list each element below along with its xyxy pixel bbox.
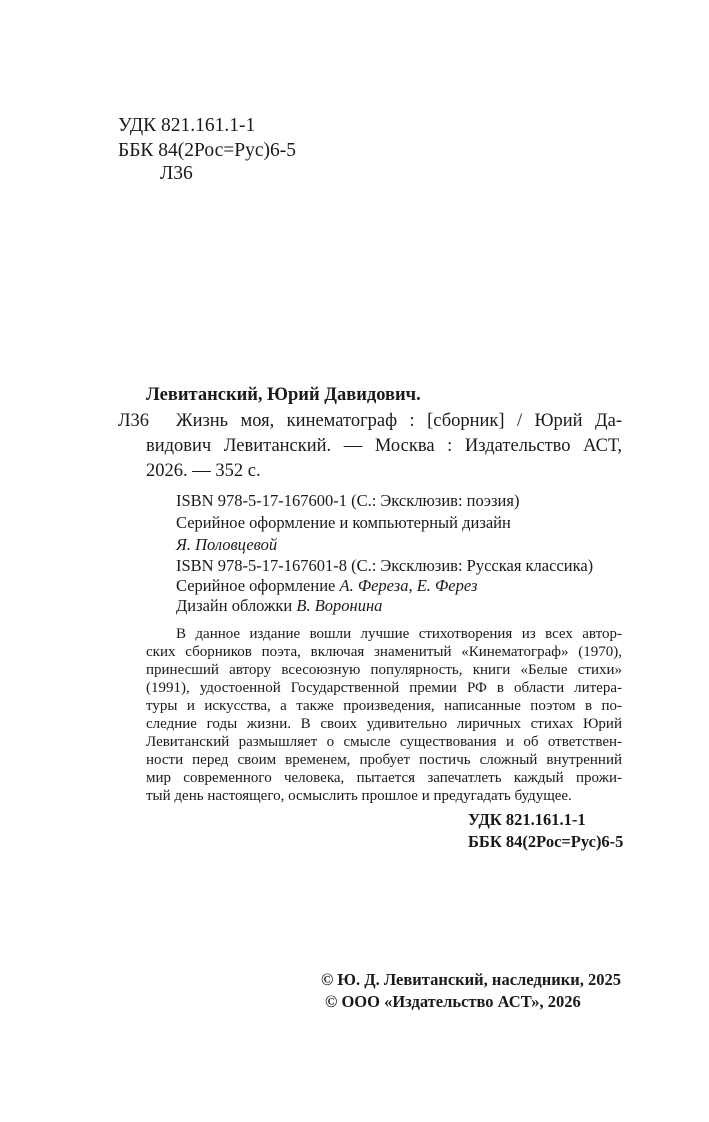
annotation-line-10: тый день настоящего, осмыслить прошлое и предугадать будущее. bbox=[146, 788, 572, 804]
design-credit-2-label: Серийное оформление bbox=[176, 576, 340, 595]
udk-code-bottom: УДК 821.161.1-1 bbox=[468, 810, 586, 829]
bbk-code-top: ББК 84(2Рос=Рус)6-5 bbox=[118, 140, 297, 161]
isbn-1: ISBN 978-5-17-167600-1 (С.: Эксклюзив: поэзия) bbox=[176, 491, 520, 510]
catalog-mark: Л36 bbox=[118, 411, 150, 431]
design-credit-2 bbox=[176, 578, 477, 595]
copyright-publisher: © ООО «Издательство АСТ», 2026 bbox=[325, 992, 581, 1011]
isbn-2: ISBN 978-5-17-167601-8 (С.: Эксклюзив: Русская классика) bbox=[176, 556, 594, 575]
annotation-line-8: ности перед своим временем, пробует постичь сложный внутренний bbox=[146, 752, 622, 768]
cover-credit bbox=[176, 598, 382, 615]
author-mark-top: Л36 bbox=[160, 163, 193, 184]
copyright-author: © Ю. Д. Левитанский, наследники, 2025 bbox=[320, 970, 621, 989]
catalog-title-line-1: Жизнь моя, кинематограф : [сборник] / Юрий Да- bbox=[176, 411, 622, 431]
author-heading: Левитанский, Юрий Давидович. bbox=[146, 385, 421, 405]
udk-code-top: УДК 821.161.1-1 bbox=[118, 115, 256, 136]
annotation-line-3: принесший автору всесоюзную популярность, книги «Белые стихи» bbox=[146, 662, 622, 678]
annotation-line-5: туры и искусства, а также произведения, написанные поэтом в по- bbox=[146, 698, 622, 714]
design-credit-1-label: Серийное оформление и компьютерный дизайн bbox=[176, 513, 511, 532]
annotation-line-6: следние годы жизни. В своих удивительно лиричных стихах Юрий bbox=[146, 716, 622, 732]
bbk-code-bottom: ББК 84(2Рос=Рус)6-5 bbox=[468, 832, 624, 851]
catalog-title-line-3: 2026. — 352 с. bbox=[146, 461, 261, 481]
annotation-line-7: Левитанский размышляет о смысле существования и об ответствен- bbox=[146, 734, 622, 750]
catalog-title-line-2: видович Левитанский. — Москва : Издательство АСТ, bbox=[146, 436, 622, 456]
annotation-line-9: мир современного человека, пытается запечатлеть каждый прожи- bbox=[146, 770, 622, 786]
cover-credit-label: Дизайн обложки bbox=[176, 596, 297, 615]
annotation-line-1: В данное издание вошли лучшие стихотворения из всех автор- bbox=[176, 626, 622, 642]
annotation-line-4: (1991), удостоенной Государственной премии РФ в области литера- bbox=[146, 680, 622, 696]
cover-credit-name: В. Воронина bbox=[296, 596, 383, 615]
design-credit-2-name: А. Фереза, Е. Ферез bbox=[339, 576, 478, 595]
annotation-line-2: ских сборников поэта, включая знаменитый «Кинематограф» (1970), bbox=[146, 644, 622, 660]
design-credit-1-name: Я. Половцевой bbox=[176, 535, 278, 554]
